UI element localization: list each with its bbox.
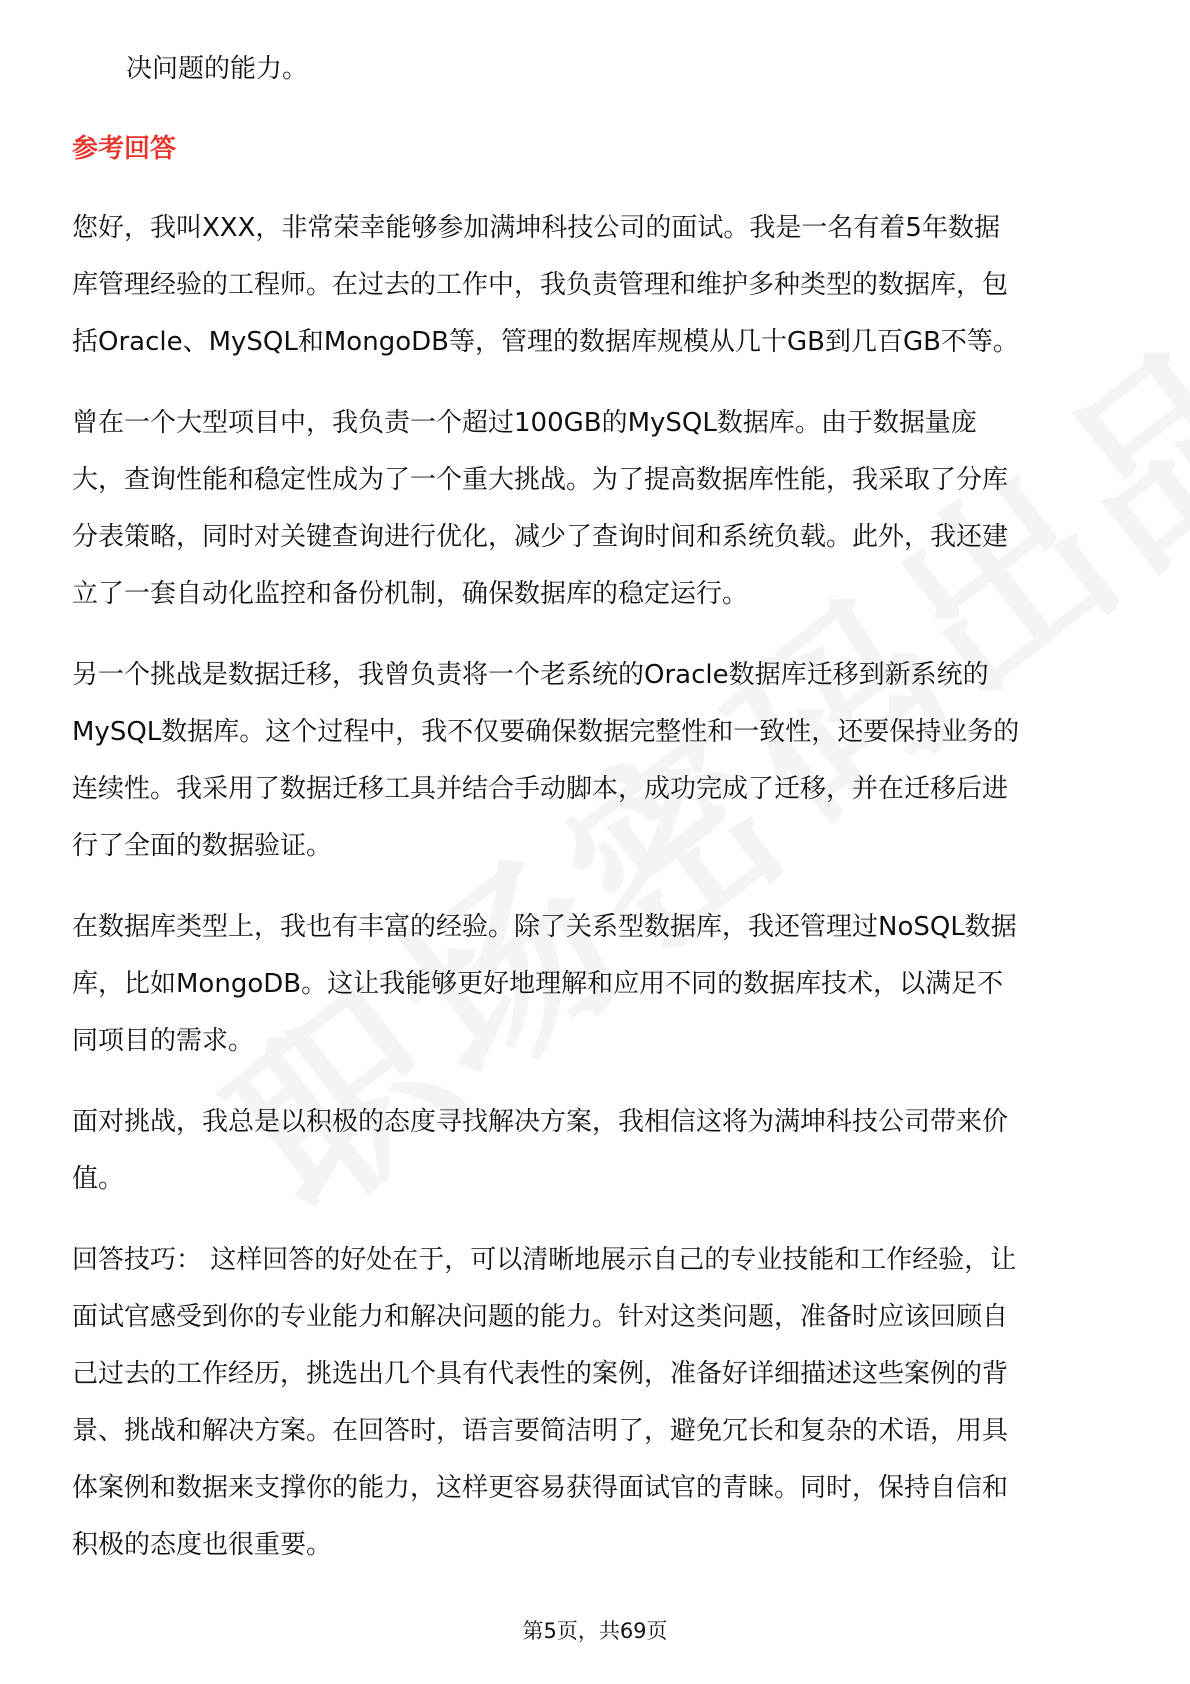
paragraph-tips — [72, 1232, 1132, 1574]
paragraph-line: 回答技巧： 这样回答的好处在于，可以清晰地展示自己的专业技能和工作经验，让 — [72, 1245, 1017, 1275]
paragraph-line: 景、挑战和解决方案。在回答时，语言要简洁明了，避免冗长和复杂的术语，用具 — [72, 1416, 1009, 1446]
paragraph-line: 库，比如MongoDB。这让我能够更好地理解和应用不同的数据库技术，以满足不 — [72, 969, 1004, 999]
paragraph-line: 括Oracle、MySQL和MongoDB等，管理的数据库规模从几十GB到几百GB不等。 — [72, 327, 1019, 357]
paragraph-db-types — [72, 899, 1132, 1070]
paragraph-line: 同项目的需求。 — [72, 1026, 255, 1056]
paragraph-intro — [72, 200, 1132, 371]
paragraph-line: 曾在一个大型项目中，我负责一个超过100GB的MySQL数据库。由于数据量庞 — [72, 408, 977, 438]
answer-heading: 参考回答 — [72, 134, 177, 164]
paragraph-line: 立了一套自动化监控和备份机制，确保数据库的稳定运行。 — [72, 579, 749, 609]
paragraph-line: 体案例和数据来支撑你的能力，这样更容易获得面试官的青睐。同时，保持自信和 — [72, 1473, 1009, 1503]
paragraph-line: 您好，我叫XXX，非常荣幸能够参加满坤科技公司的面试。我是一名有着5年数据 — [72, 213, 1000, 243]
paragraph-line: 值。 — [72, 1164, 125, 1194]
page-content — [72, 40, 1132, 1598]
paragraph-attitude — [72, 1094, 1132, 1208]
paragraph-line: 连续性。我采用了数据迁移工具并结合手动脚本，成功完成了迁移，并在迁移后进 — [72, 774, 1009, 804]
paragraph-project — [72, 395, 1132, 623]
page-number-footer: 第5页，共69页 — [522, 1619, 668, 1643]
paragraph-line: 库管理经验的工程师。在过去的工作中，我负责管理和维护多种类型的数据库，包 — [72, 270, 1009, 300]
paragraph-line: 积极的态度也很重要。 — [72, 1530, 333, 1560]
paragraph-line: MySQL数据库。这个过程中，我不仅要确保数据完整性和一致性，还要保持业务的 — [72, 717, 1020, 747]
paragraph-line: 面对挑战，我总是以积极的态度寻找解决方案，我相信这将为满坤科技公司带来价 — [72, 1107, 1009, 1137]
paragraph-line: 行了全面的数据验证。 — [72, 831, 333, 861]
paragraph-line: 分表策略，同时对关键查询进行优化，减少了查询时间和系统负载。此外，我还建 — [72, 522, 1009, 552]
paragraph-line: 己过去的工作经历，挑选出几个具有代表性的案例，准备好详细描述这些案例的背 — [72, 1359, 1009, 1389]
paragraph-migration — [72, 647, 1132, 875]
intro-tail-text: 决问题的能力。 — [126, 54, 309, 84]
paragraph-line: 在数据库类型上，我也有丰富的经验。除了关系型数据库，我还管理过NoSQL数据 — [72, 912, 1017, 942]
paragraph-line: 大，查询性能和稳定性成为了一个重大挑战。为了提高数据库性能，我采取了分库 — [72, 465, 1009, 495]
paragraph-line: 面试官感受到你的专业能力和解决问题的能力。针对这类问题，准备时应该回顾自 — [72, 1302, 1009, 1332]
paragraph-line: 另一个挑战是数据迁移，我曾负责将一个老系统的Oracle数据库迁移到新系统的 — [72, 660, 989, 690]
